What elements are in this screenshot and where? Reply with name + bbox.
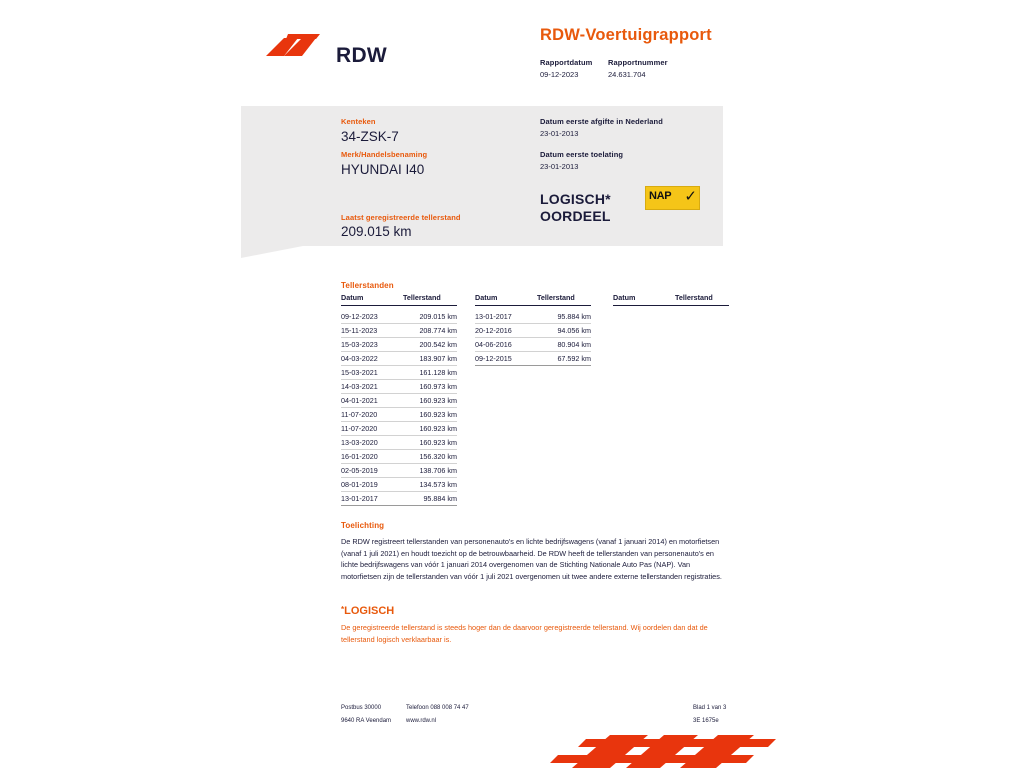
cell-date: 14-03-2021 — [341, 382, 378, 391]
cell-date: 04-03-2022 — [341, 354, 378, 363]
logisch-body: De geregistreerde tellerstand is steeds hoger dan de daarvoor geregistreerde tellerstand. Wij oordelen dan dat de tellerstand logisch verklaarbaar is. — [341, 623, 708, 644]
first-issue-label: Datum eerste afgifte in Nederland — [540, 117, 663, 126]
footer-address-2: 9640 RA Veendam — [341, 718, 392, 724]
cell-date: 13-01-2017 — [341, 494, 378, 503]
cell-reading: 160.923 km — [419, 396, 457, 405]
column-header-date: Datum — [475, 293, 498, 302]
cell-reading: 138.706 km — [419, 466, 457, 475]
make-label: Merk/Handelsbenaming — [341, 150, 428, 159]
last-reading-label: Laatst geregistreerde tellerstand — [341, 213, 461, 222]
first-issue-value: 23-01-2013 — [540, 129, 579, 138]
readings-table-col2 — [475, 293, 591, 366]
verdict-line-2: OORDEEL — [540, 208, 611, 224]
cell-reading: 95.884 km — [423, 494, 457, 503]
cell-date: 08-01-2019 — [341, 480, 378, 489]
table-row — [341, 408, 457, 422]
footer-address-1: Postbus 30000 — [341, 705, 382, 711]
report-date-label: Rapportdatum — [540, 58, 593, 67]
logisch-heading-text: LOGISCH — [344, 605, 395, 617]
footer-right — [693, 702, 753, 728]
table-header-row — [475, 293, 591, 306]
cell-date: 09-12-2015 — [475, 354, 512, 363]
cell-date: 02-05-2019 — [341, 466, 378, 475]
report-date-value: 09-12-2023 — [540, 70, 579, 79]
cell-reading: 160.973 km — [419, 382, 457, 391]
form-code: 3E 1675e — [693, 718, 719, 724]
cell-date: 11-07-2020 — [341, 424, 378, 433]
panel-notch — [241, 246, 303, 258]
table-row — [475, 324, 591, 338]
column-header-reading: Tellerstand — [537, 293, 575, 302]
table-row — [341, 422, 457, 436]
cell-reading: 183.907 km — [419, 354, 457, 363]
readings-table-col1 — [341, 293, 457, 506]
cell-date: 04-06-2016 — [475, 340, 512, 349]
verdict-line-1: LOGISCH* — [540, 191, 611, 207]
cell-date: 13-03-2020 — [341, 438, 378, 447]
cell-date: 09-12-2023 — [341, 312, 378, 321]
table-row — [475, 338, 591, 352]
table-row — [341, 324, 457, 338]
verdict-text — [540, 191, 611, 225]
table-row — [341, 338, 457, 352]
table-row — [341, 450, 457, 464]
table-row — [341, 310, 457, 324]
table-header-row — [341, 293, 457, 306]
cell-reading: 94.056 km — [557, 326, 591, 335]
brand-name: RDW — [336, 44, 388, 67]
cell-reading: 80.904 km — [557, 340, 591, 349]
readings-table-col3 — [613, 293, 729, 310]
column-header-date: Datum — [613, 293, 636, 302]
readings-title: Tellerstanden — [341, 281, 394, 290]
report-date-block — [540, 58, 608, 79]
cell-reading: 209.015 km — [419, 312, 457, 321]
cell-date: 20-12-2016 — [475, 326, 512, 335]
rdw-swoosh-icon — [264, 30, 326, 62]
cell-date: 04-01-2021 — [341, 396, 378, 405]
cell-date: 13-01-2017 — [475, 312, 512, 321]
table-row — [341, 464, 457, 478]
table-row — [341, 380, 457, 394]
check-icon: ✓ — [684, 188, 697, 205]
cell-reading: 160.923 km — [419, 438, 457, 447]
cell-date: 15-03-2023 — [341, 340, 378, 349]
nap-badge — [645, 186, 700, 210]
cell-date: 16-01-2020 — [341, 452, 378, 461]
cell-reading: 156.320 km — [419, 452, 457, 461]
cell-reading: 160.923 km — [419, 410, 457, 419]
footer-phone: Telefoon 088 008 74 47 — [406, 705, 469, 711]
footer — [341, 702, 731, 728]
first-admission-value: 23-01-2013 — [540, 162, 579, 171]
summary-panel — [241, 106, 723, 246]
logisch-heading — [341, 605, 394, 617]
cell-reading: 160.923 km — [419, 424, 457, 433]
page-title: RDW-Voertuigrapport — [540, 26, 712, 44]
report-number-label: Rapportnummer — [608, 58, 668, 67]
table-row — [341, 352, 457, 366]
table-header-row — [613, 293, 729, 306]
table-row — [475, 310, 591, 324]
cell-reading: 200.542 km — [419, 340, 457, 349]
last-reading-value: 209.015 km — [341, 224, 412, 239]
first-admission-label: Datum eerste toelating — [540, 150, 624, 159]
cell-reading: 134.573 km — [419, 480, 457, 489]
footer-website[interactable]: www.rdw.nl — [406, 718, 437, 724]
cell-date: 15-03-2021 — [341, 368, 378, 377]
cell-reading: 208.774 km — [419, 326, 457, 335]
cell-reading: 95.884 km — [557, 312, 591, 321]
cell-reading: 67.592 km — [557, 354, 591, 363]
table-row — [341, 436, 457, 450]
bottom-swoosh-graphic — [548, 735, 788, 768]
table-row — [475, 352, 591, 366]
plate-value: 34-ZSK-7 — [341, 129, 399, 144]
logisch-star: * — [341, 605, 345, 614]
rdw-logo — [264, 22, 524, 72]
table-row — [341, 394, 457, 408]
make-value: HYUNDAI I40 — [341, 162, 425, 177]
cell-date: 11-07-2020 — [341, 410, 378, 419]
report-meta — [540, 58, 770, 79]
column-header-reading: Tellerstand — [675, 293, 713, 302]
report-number-value: 24.631.704 — [608, 70, 646, 79]
nap-badge-label: NAP — [649, 190, 672, 202]
column-header-date: Datum — [341, 293, 364, 302]
cell-reading: 161.128 km — [419, 368, 457, 377]
table-row — [341, 492, 457, 506]
cell-date: 15-11-2023 — [341, 326, 378, 335]
report-number-block — [608, 58, 676, 79]
table-row — [341, 478, 457, 492]
plate-label: Kenteken — [341, 117, 376, 126]
page-info: Blad 1 van 3 — [693, 705, 727, 711]
toelichting-title: Toelichting — [341, 521, 385, 530]
table-row — [341, 366, 457, 380]
toelichting-body: De RDW registreert tellerstanden van personenauto's en lichte bedrijfswagens (vanaf 1 januari 2014) en motorfietsen (vanaf 1 juli 2021) en houdt toezicht op de betrouwbaarheid. De RDW heeft de tellerstanden van personenauto's en lichte bedrijfswagens van vóór 1 januari 2014 overgenomen van de Stichting Nationale Auto Pas (NAP). Van motorfietsen zijn de tellerstanden van vóór 1 juli 2021 overgenomen uit twee andere externe tellerstanden registraties. — [341, 537, 722, 581]
column-header-reading: Tellerstand — [403, 293, 441, 302]
